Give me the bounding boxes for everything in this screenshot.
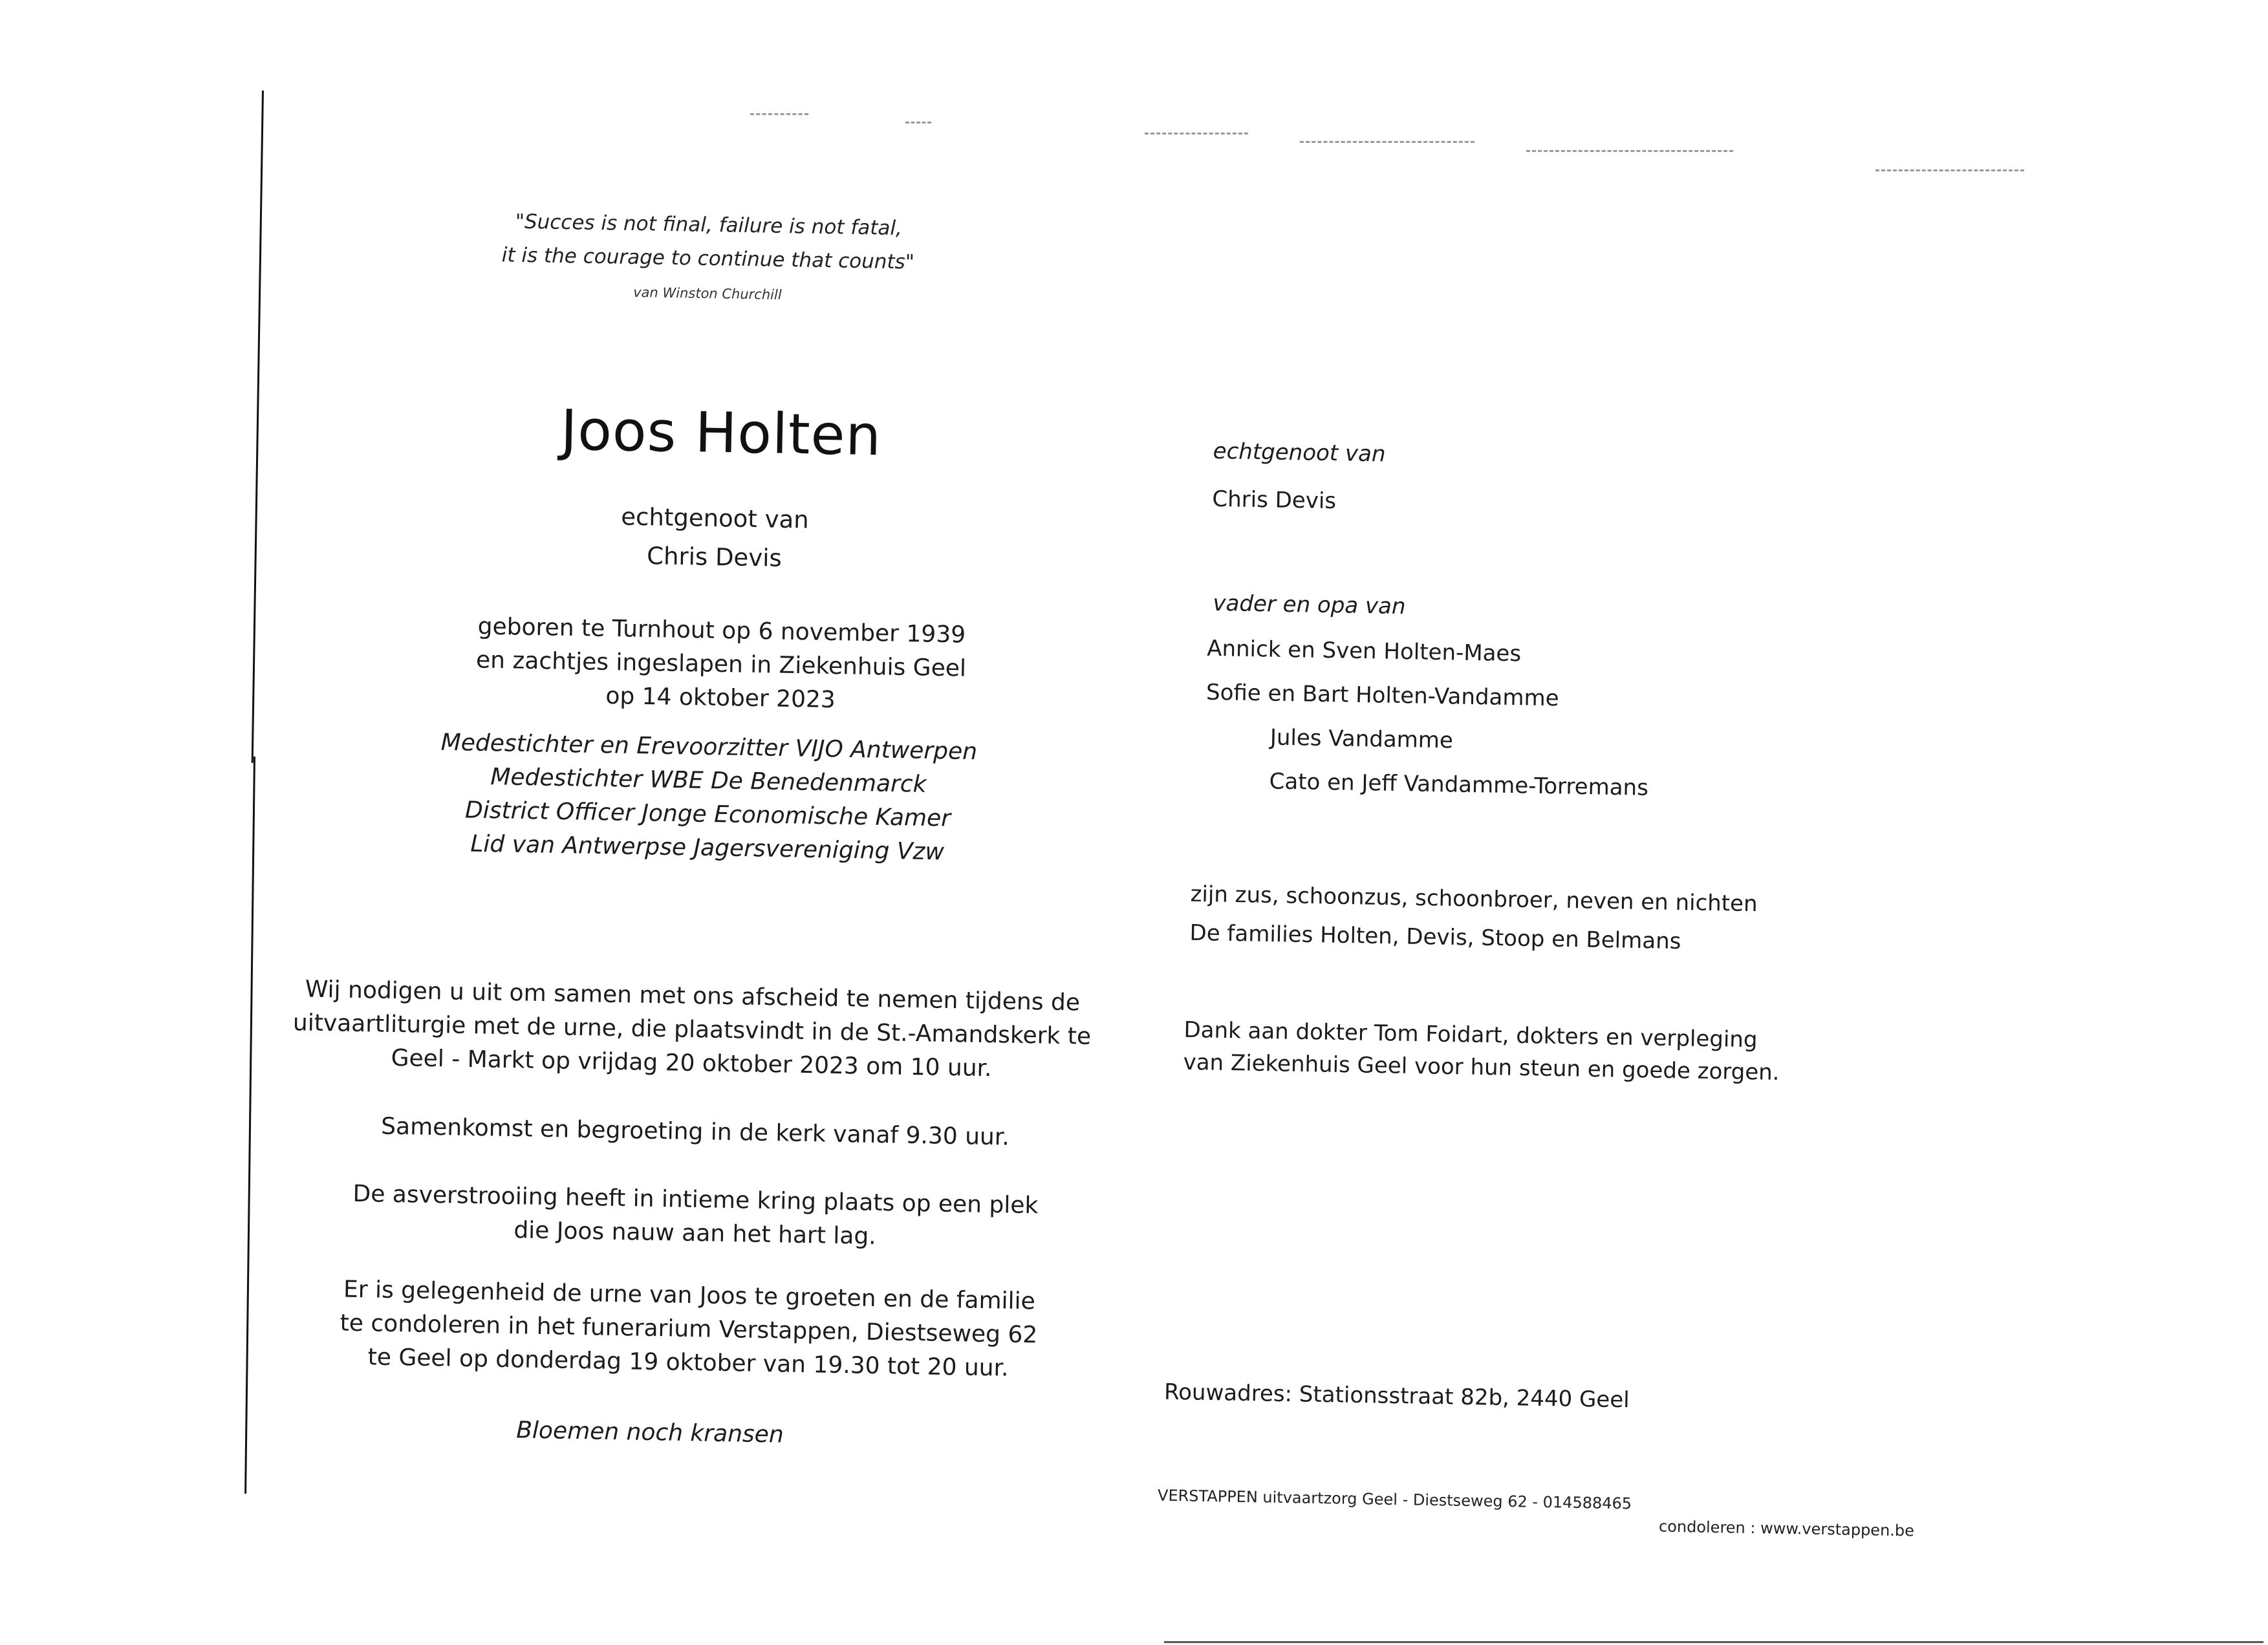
flowers-line: Bloemen noch kransen — [515, 1417, 784, 1448]
birth-line-2: en zachtjes ingeslapen in Ziekenhuis Geel — [475, 647, 967, 682]
address-block — [1164, 1376, 2070, 1424]
deceased-name — [271, 393, 1171, 473]
spouse-name-right: Chris Devis — [1212, 486, 1337, 515]
spouse-intro-left: echtgenoot van — [621, 502, 810, 534]
condolence-line-2: te condoleren in het funerarium Verstappen, Diestseweg 62 — [340, 1309, 1038, 1349]
flowers-block — [200, 1408, 1100, 1457]
quote-block — [258, 200, 1158, 309]
condolence-website: condoleren : www.verstappen.be — [1658, 1517, 1915, 1540]
birth-line-1: geboren te Turnhout op 6 november 1939 — [477, 613, 966, 649]
scan-bottom-edge — [1164, 1641, 2263, 1643]
gathering-line: Samenkomst en begroeting in de kerk vanaf 9.30 uur. — [380, 1113, 1010, 1151]
condolence-block — [239, 1271, 1139, 1388]
undertaker-info: VERSTAPPEN uitvaartzorg Geel - Diestseweg 62 - 014588465 — [1157, 1486, 1632, 1513]
perforation-top-right-2 — [1300, 141, 1474, 143]
quote-source: van Winston Churchill — [633, 284, 782, 303]
father-intro: vader en opa van — [1213, 590, 1406, 620]
role-line-1: Medestichter en Erevoorzitter VIJO Antwerpen — [440, 729, 978, 766]
condolence-line-1: Er is gelegenheid de urne van Joos te groeten en de familie — [343, 1276, 1036, 1315]
child-line-1: Annick en Sven Holten-Maes — [1206, 635, 1522, 667]
grandchild-line-2: Cato en Jeff Vandamme-Torremans — [1269, 768, 1649, 801]
role-line-4: Lid van Antwerpse Jagersvereniging Vzw — [470, 830, 945, 866]
ashes-line-2: die Joos nauw aan het hart lag. — [513, 1217, 877, 1250]
invitation-line-2: uitvaartliturgie met de urne, die plaatsvindt in de St.-Amandskerk te — [292, 1009, 1092, 1050]
perforation-top-mid — [905, 122, 931, 124]
spouse-intro-right: echtgenoot van — [1213, 438, 1386, 468]
spouse-block-left — [265, 493, 1165, 583]
quote-line-2: it is the courage to continue that counts" — [501, 243, 915, 274]
roles-block — [257, 723, 1158, 873]
invitation-block — [219, 971, 1165, 1088]
deceased-name-text: Joos Holten — [560, 398, 882, 469]
children-block — [1204, 587, 2113, 812]
invitation-line-1: Wij nodigen u uit om samen met ons afscheid te nemen tijdens de — [305, 976, 1081, 1016]
child-line-2: Sofie en Bart Holten-Vandamme — [1205, 679, 1559, 712]
perforation-top-right-1 — [1145, 133, 1248, 134]
fold-line-vertical — [252, 91, 264, 763]
family-line-2: De families Holten, Devis, Stoop en Belmans — [1189, 919, 1681, 955]
grandchild-line-1: Jules Vandamme — [1269, 724, 1454, 754]
spouse-name-left: Chris Devis — [646, 542, 783, 572]
role-line-3: District Officer Jonge Economische Kamer — [464, 797, 951, 832]
family-block — [1189, 878, 2096, 965]
thanks-line-2: van Ziekenhuis Geel voor hun steun en goede zorgen. — [1183, 1049, 1780, 1086]
birth-block — [271, 607, 1172, 723]
quote-line-1: "Succes is not final, failure is not fatal, — [515, 210, 903, 241]
condolence-line-3: te Geel op donderdag 19 oktober van 19.30 tot 20 uur. — [367, 1344, 1009, 1382]
role-line-2: Medestichter WBE De Benedenmarck — [490, 764, 927, 798]
thanks-line-1: Dank aan dokter Tom Foidart, dokters en verpleging — [1183, 1016, 1758, 1053]
perforation-top-left — [750, 113, 808, 115]
family-line-1: zijn zus, schoonzus, schoonbroer, neven en nichten — [1190, 881, 1758, 918]
ashes-block — [245, 1176, 1145, 1258]
gathering-block — [246, 1108, 1145, 1157]
birth-line-3: op 14 oktober 2023 — [605, 682, 836, 714]
address-line: Rouwadres: Stationsstraat 82b, 2440 Geel — [1163, 1379, 1630, 1414]
spouse-block-right — [1212, 435, 2119, 531]
thanks-block — [1183, 1014, 2090, 1094]
perforation-top-right-4 — [1875, 169, 2024, 171]
ashes-line-1: De asverstrooiing heeft in intieme kring plaats op een plek — [352, 1180, 1039, 1220]
perforation-top-right-3 — [1526, 150, 1733, 152]
invitation-line-3: Geel - Markt op vrijdag 20 oktober 2023 om 10 uur. — [391, 1044, 992, 1082]
